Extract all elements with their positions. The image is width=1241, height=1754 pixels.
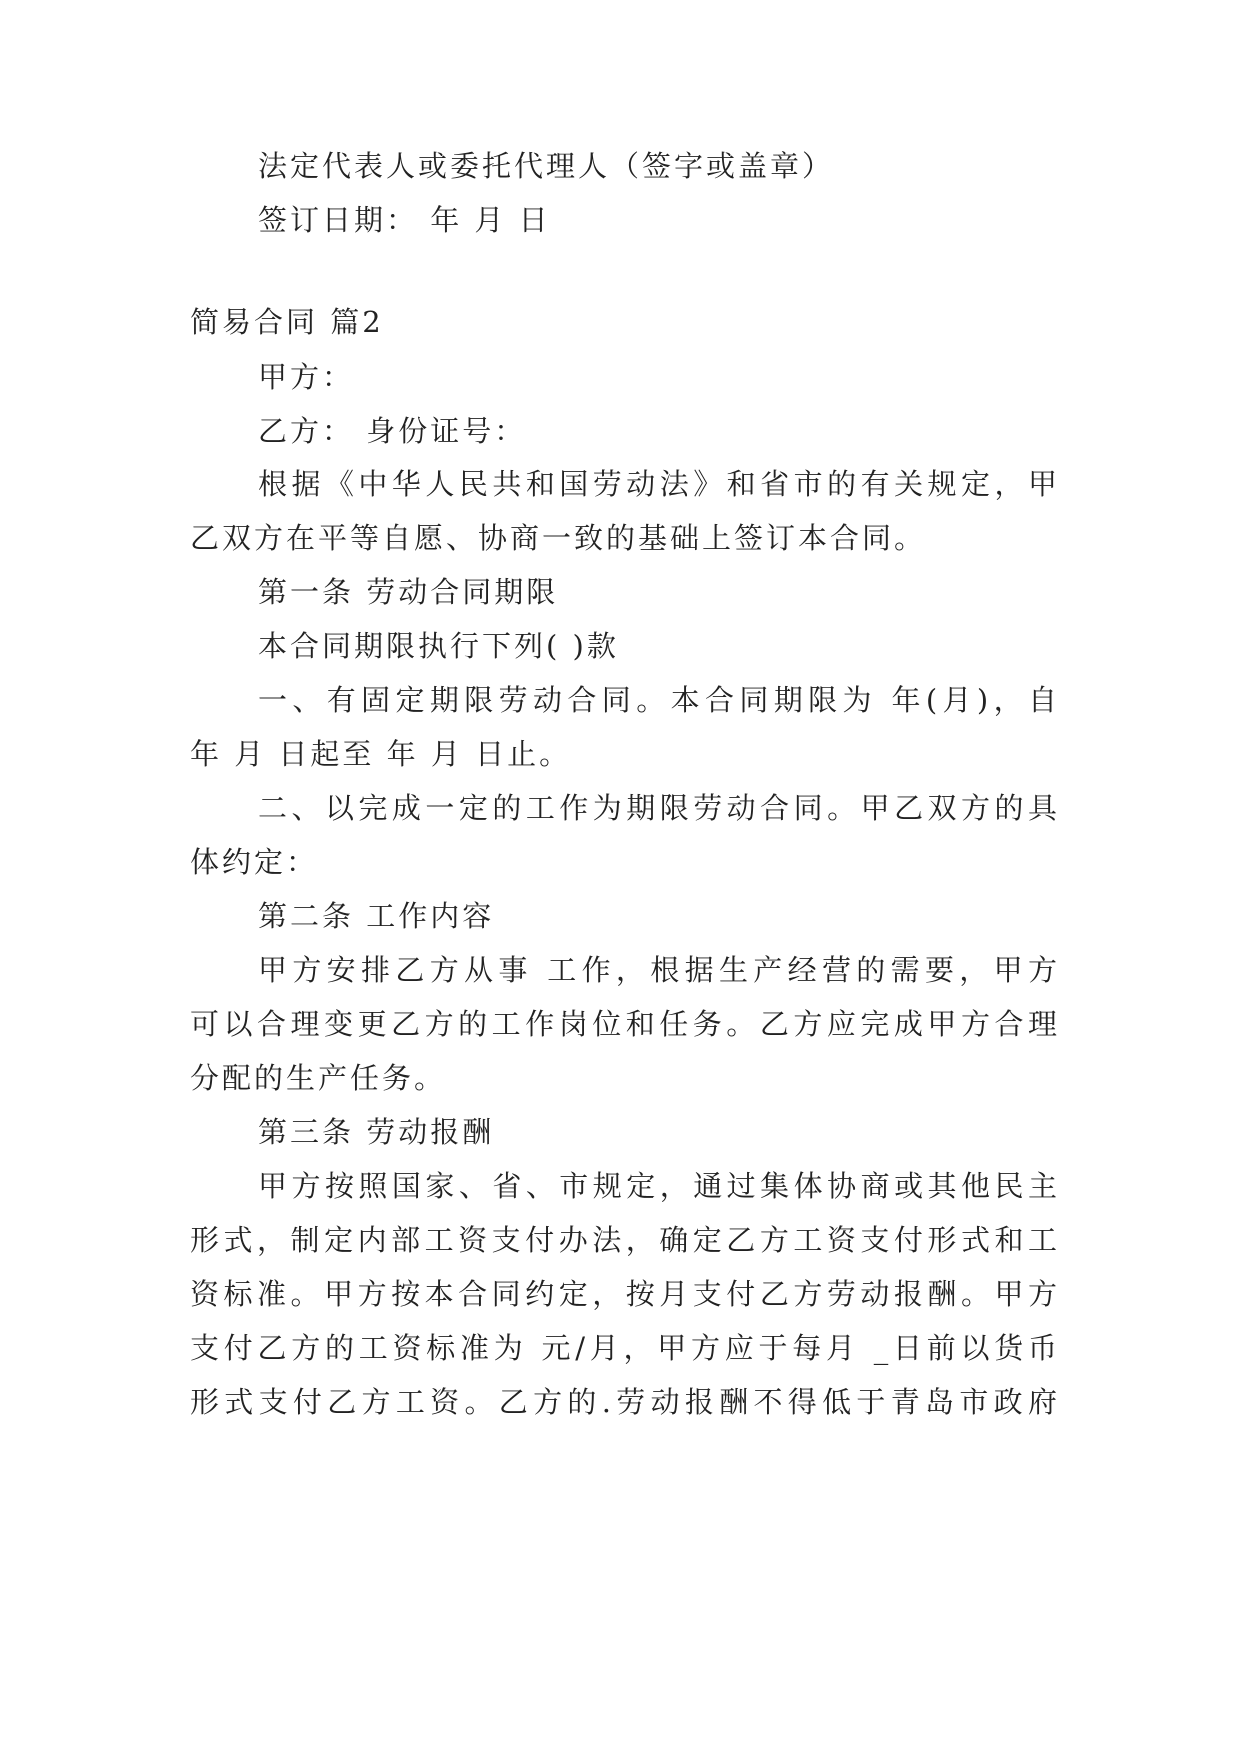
article-3-paragraph-line: 形式支付乙方工资。乙方的.劳动报酬不得低于青岛市政府 <box>190 1385 1060 1419</box>
article-3-paragraph-line: 支付乙方的工资标准为 元/月，甲方应于每月 _日前以货币 <box>190 1331 1060 1365</box>
party-b-line: 乙方： 身份证号： <box>258 414 527 448</box>
signing-date-line: 签订日期： 年 月 日 <box>258 203 551 237</box>
intro-paragraph-line: 乙双方在平等自愿、协商一致的基础上签订本合同。 <box>190 521 927 555</box>
article-1-paragraph: 本合同期限执行下列( )款 <box>258 629 619 663</box>
article-2-paragraph-line: 可以合理变更乙方的工作岗位和任务。乙方应完成甲方合理 <box>190 1007 1060 1041</box>
article-3-paragraph-line: 甲方按照国家、省、市规定，通过集体协商或其他民主 <box>258 1169 1060 1203</box>
article-3-paragraph-line: 资标准。甲方按本合同约定，按月支付乙方劳动报酬。甲方 <box>190 1277 1060 1311</box>
article-1-paragraph-line: 一、有固定期限劳动合同。本合同期限为 年(月)，自 <box>258 683 1060 717</box>
article-2-title: 第二条 工作内容 <box>258 899 495 933</box>
section-title: 简易合同 篇2 <box>190 305 384 339</box>
article-3-title: 第三条 劳动报酬 <box>258 1115 495 1149</box>
article-1-paragraph-line: 体约定： <box>190 845 319 879</box>
signature-line: 法定代表人或委托代理人（签字或盖章） <box>258 149 835 183</box>
article-1-paragraph-line: 年 月 日起至 年 月 日止。 <box>190 737 572 771</box>
intro-paragraph-line: 根据《中华人民共和国劳动法》和省市的有关规定，甲 <box>258 467 1060 501</box>
article-1-title: 第一条 劳动合同期限 <box>258 575 559 609</box>
article-2-paragraph-line: 甲方安排乙方从事 工作，根据生产经营的需要，甲方 <box>258 953 1060 987</box>
article-3-paragraph-line: 形式，制定内部工资支付办法，确定乙方工资支付形式和工 <box>190 1223 1060 1257</box>
article-1-paragraph-line: 二、以完成一定的工作为期限劳动合同。甲乙双方的具 <box>258 791 1060 825</box>
party-a-line: 甲方： <box>258 360 355 394</box>
article-2-paragraph-line: 分配的生产任务。 <box>190 1061 447 1095</box>
